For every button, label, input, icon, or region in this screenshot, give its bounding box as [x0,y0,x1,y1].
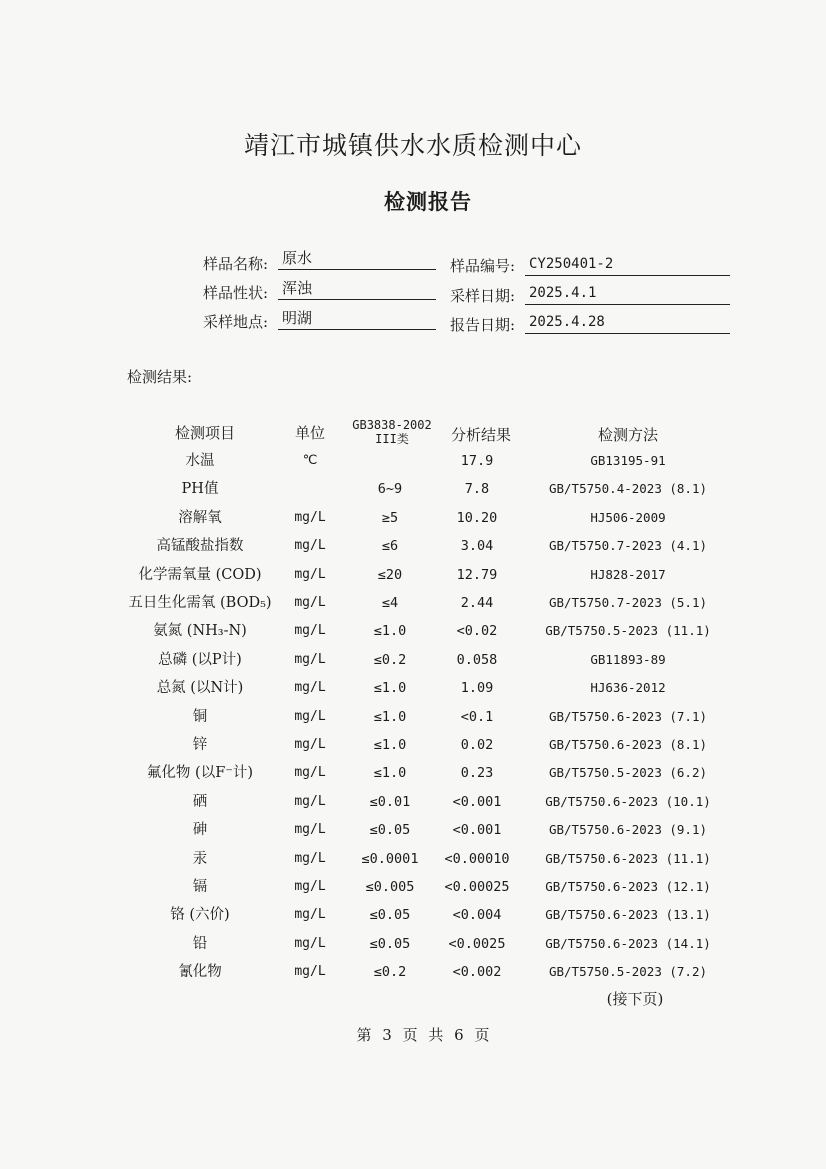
sample-id-label: 样品编号: [449,257,515,275]
cell-method: GB/T5750.6-2023 (12.1) [545,879,711,894]
cell-standard: ≤1.0 [373,680,407,697]
report-date-label: 报告日期: [449,316,515,334]
cell-item: 化学需氧量 (COD) [138,566,262,583]
cell-unit: mg/L [294,651,326,667]
cell-item: 铅 [192,935,208,952]
cell-unit: mg/L [294,793,326,809]
cell-standard: ≤0.2 [373,651,407,668]
cell-result: 0.23 [460,765,494,782]
sample-name-label: 样品名称: [202,255,268,273]
cell-standard: ≥5 [381,509,399,526]
cell-result: <0.1 [460,708,494,725]
continued-note: (接下页) [606,990,664,1008]
cell-unit: mg/L [294,509,326,525]
cell-standard: ≤1.0 [373,708,407,725]
cell-unit: mg/L [294,566,326,582]
cell-unit: ℃ [302,453,318,468]
cell-unit: mg/L [294,765,326,781]
cell-result: 12.79 [456,566,498,583]
cell-standard: ≤6 [381,538,399,555]
cell-result: <0.002 [452,964,502,981]
cell-item: 铜 [192,708,208,725]
cell-method: GB/T5750.6-2023 (7.1) [548,708,708,724]
header-method: 检测方法 [597,426,658,444]
cell-result: <0.001 [452,822,502,839]
cell-unit: mg/L [294,964,326,980]
cell-item: 汞 [192,850,208,867]
cell-unit: mg/L [294,850,326,866]
header-unit: 单位 [294,424,325,442]
sample-id-value: CY250401-2 [525,254,730,276]
cell-unit: mg/L [294,538,326,554]
cell-item: 溶解氧 [178,509,222,526]
cell-result: <0.02 [456,623,498,640]
cell-method: GB/T5750.6-2023 (8.1) [548,737,708,752]
cell-item: 水温 [185,453,215,469]
cell-unit: mg/L [294,822,326,838]
cell-item: 氰化物 [178,964,222,981]
cell-unit: mg/L [294,935,326,951]
report-date-value: 2025.4.28 [525,312,730,334]
header-item: 检测项目 [174,424,235,442]
sample-state-value: 浑浊 [278,278,436,300]
cell-standard: ≤0.0001 [361,850,419,867]
cell-unit: mg/L [294,595,326,610]
cell-standard: ≤1.0 [373,623,407,640]
cell-result: <0.004 [452,907,502,924]
report-title: 检测报告 [384,189,472,214]
cell-unit: mg/L [294,879,326,894]
cell-standard: ≤0.05 [369,907,411,924]
sampling-site-label: 采样地点: [202,313,268,331]
cell-item: 氟化物 (以F⁻计) [146,765,254,782]
header-result: 分析结果 [450,426,511,444]
cell-standard: ≤4 [381,595,399,611]
sample-name-value: 原水 [278,248,436,270]
cell-result: 0.058 [456,651,498,668]
sample-state-label: 样品性状: [202,284,268,302]
cell-method: GB/T5750.6-2023 (13.1) [545,907,711,923]
header-standard-line2: III类 [375,432,409,446]
cell-item: 总氮 (以N计) [156,680,244,697]
cell-standard: ≤1.0 [373,765,407,782]
page-number: 第 3 页 共 6 页 [356,1026,490,1044]
cell-result: 1.09 [460,680,494,697]
cell-result: 17.9 [460,453,494,469]
cell-method: GB/T5750.7-2023 (4.1) [548,538,708,554]
cell-standard: ≤20 [377,566,403,583]
cell-unit: mg/L [294,907,326,923]
header-standard-line1: GB3838-2002 [352,418,432,432]
cell-unit: mg/L [294,708,326,724]
cell-standard: 6~9 [377,481,403,498]
cell-result: 10.20 [456,509,498,526]
cell-item: 铬 (六价) [170,907,230,924]
cell-method: GB/T5750.5-2023 (7.2) [548,964,708,980]
cell-item: 硒 [192,793,208,810]
sampling-site-value: 明湖 [278,308,436,330]
cell-standard: ≤0.005 [365,879,415,895]
cell-item: 五日生化需氧 (BOD₅) [128,595,272,611]
cell-result: <0.001 [452,793,502,810]
cell-method: GB/T5750.6-2023 (9.1) [548,822,708,838]
cell-standard: ≤0.05 [369,822,411,839]
cell-item: 砷 [192,822,208,839]
cell-method: GB/T5750.6-2023 (11.1) [545,850,711,866]
cell-result: <0.00010 [444,850,510,867]
cell-unit: mg/L [294,737,326,752]
cell-standard: ≤0.01 [369,793,411,810]
cell-method: GB/T5750.5-2023 (6.2) [548,765,708,781]
cell-method: HJ636-2012 [590,680,666,696]
cell-result: 7.8 [464,481,490,498]
cell-item: 镉 [192,879,208,895]
sampling-date-label: 采样日期: [449,287,515,305]
cell-result: 2.44 [460,595,494,611]
cell-result: 0.02 [460,737,494,753]
cell-item: 高锰酸盐指数 [156,538,244,555]
cell-unit [276,477,344,501]
cell-standard: ≤0.2 [373,964,407,981]
cell-unit: mg/L [294,680,326,696]
sampling-date-value: 2025.4.1 [525,283,730,305]
cell-unit: mg/L [294,623,326,639]
cell-method: GB/T5750.6-2023 (14.1) [545,935,711,951]
cell-method: GB/T5750.6-2023 (10.1) [545,793,711,809]
cell-item: 锌 [192,737,208,753]
organization-title: 靖江市城镇供水水质检测中心 [243,131,582,160]
cell-item: 氨氮 (NH₃-N) [153,623,247,640]
cell-result: 3.04 [460,538,494,555]
cell-method: GB/T5750.5-2023 (11.1) [545,623,711,639]
cell-item: PH值 [181,481,219,498]
cell-standard: ≤0.05 [369,935,411,952]
cell-item: 总磷 (以P计) [158,651,242,668]
results-label: 检测结果: [127,368,193,386]
cell-method: GB13195-91 [590,453,666,468]
cell-method: HJ828-2017 [590,566,666,582]
cell-method: HJ506-2009 [590,509,666,525]
cell-method: GB11893-89 [590,651,666,667]
cell-result: <0.00025 [444,879,510,895]
cell-result: <0.0025 [448,935,506,952]
cell-method: GB/T5750.4-2023 (8.1) [548,481,708,497]
cell-method: GB/T5750.7-2023 (5.1) [548,595,708,610]
cell-standard: ≤1.0 [373,737,407,753]
